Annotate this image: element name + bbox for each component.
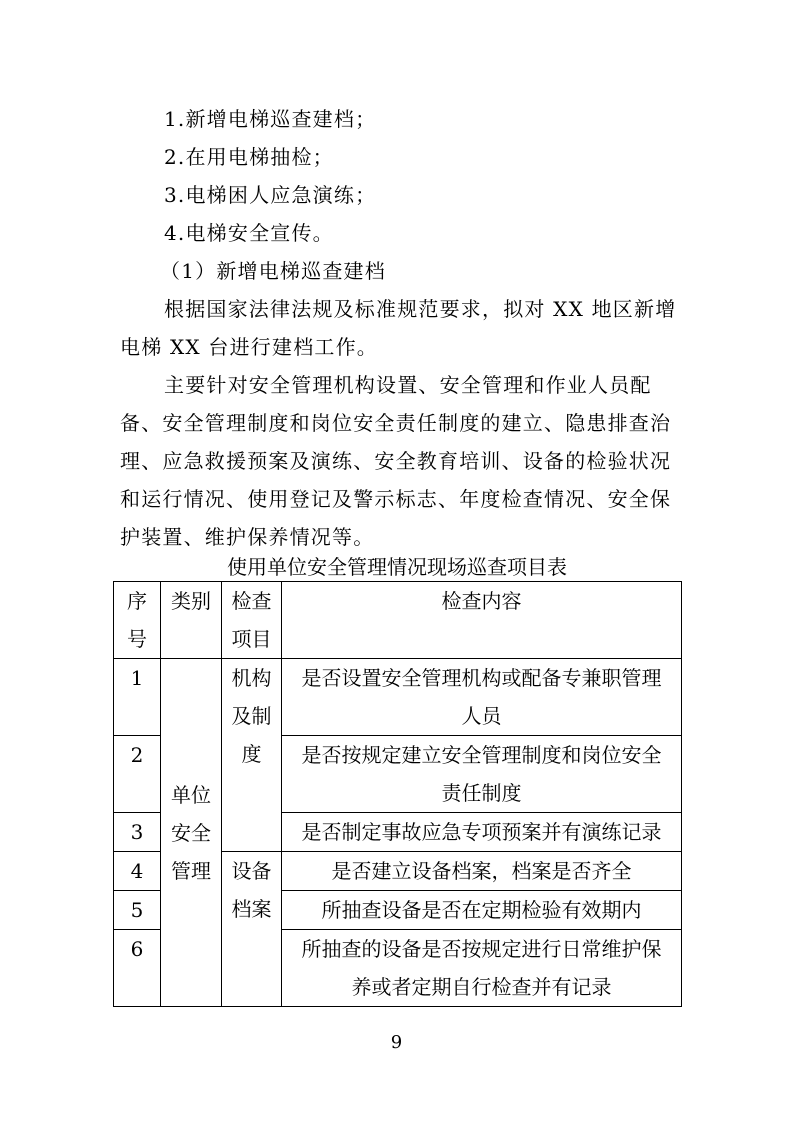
row-1-content: 是否设置安全管理机构或配备专兼职管理 人员 [282,659,682,736]
group-2-item-cell: 设备 档案 [222,852,282,1007]
row-2-seq: 2 [114,736,161,813]
list-item-2: 2.在用电梯抽检； [164,145,334,169]
list-item-3: 3.电梯困人应急演练； [164,183,377,207]
group-1-item-cell: 机构 及制 度 [222,659,282,852]
paragraph-1-line-1: 根据国家法律法规及标准规范要求，拟对 XX 地区新增 [164,297,677,321]
list-item-1: 1.新增电梯巡查建档； [164,107,377,131]
table-header-row [114,582,682,659]
section-subheading: （1）新增电梯巡查建档 [160,259,386,283]
row-2-content: 是否按规定建立安全管理制度和岗位安全 责任制度 [282,736,682,813]
row-6-seq: 6 [114,930,161,1007]
row-1-seq: 1 [114,659,161,736]
header-category: 类别 [161,582,222,659]
paragraph-2-line-2: 备、安全管理制度和岗位安全责任制度的建立、隐患排查治 [120,411,672,435]
paragraph-2-line-1: 主要针对安全管理机构设置、安全管理和作业人员配 [164,373,652,397]
header-content: 检查内容 [282,582,682,659]
header-item: 检查 项目 [222,582,282,659]
category-cell: 单位 安全 管理 [161,659,222,1007]
paragraph-1-line-2: 电梯 XX 台进行建档工作。 [120,335,378,359]
row-5-content: 所抽查设备是否在定期检验有效期内 [282,891,682,930]
header-seq: 序 号 [114,582,161,659]
table-caption: 使用单位安全管理情况现场巡查项目表 [227,555,567,579]
row-3-seq: 3 [114,813,161,852]
row-4-seq: 4 [114,852,161,891]
inspection-table [113,581,682,1007]
paragraph-2-line-4: 和运行情况、使用登记及警示标志、年度检查情况、安全保 [120,487,672,511]
row-3-content: 是否制定事故应急专项预案并有演练记录 [282,813,682,852]
paragraph-2-line-5: 护装置、维护保养情况等。 [120,525,375,549]
page-number: 9 [390,1032,403,1053]
table-row [114,659,682,736]
row-4-content: 是否建立设备档案，档案是否齐全 [282,852,682,891]
row-6-content: 所抽查的设备是否按规定进行日常维护保 养或者定期自行检查并有记录 [282,930,682,1007]
list-item-4: 4.电梯安全宣传。 [164,221,334,245]
paragraph-2-line-3: 理、应急救援预案及演练、安全教育培训、设备的检验状况 [120,449,672,473]
row-5-seq: 5 [114,891,161,930]
